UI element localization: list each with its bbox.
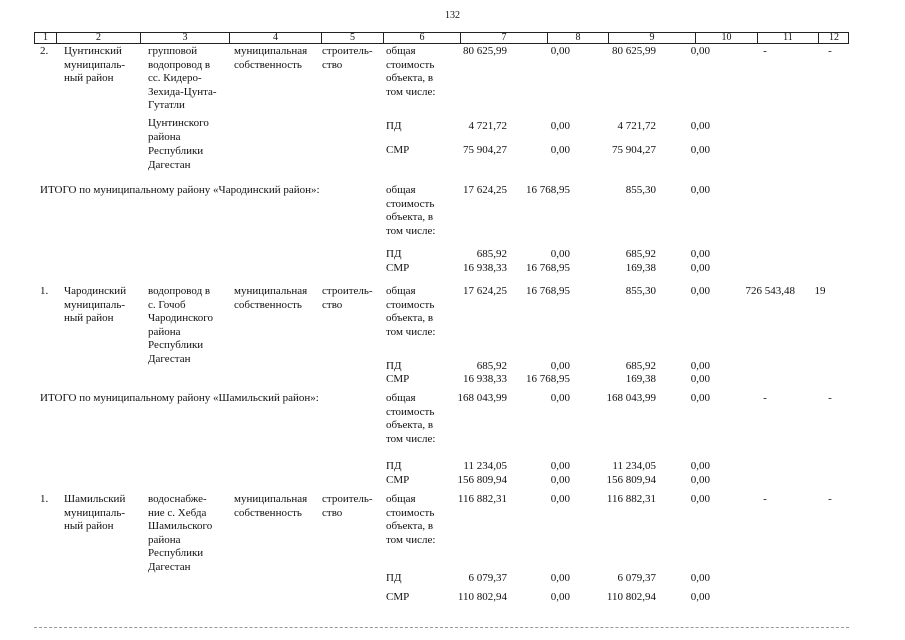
object-line: водопровод в (148, 58, 211, 71)
desc-line: общая (386, 285, 416, 297)
work-line: ство (322, 58, 343, 71)
work-line: ство (322, 506, 343, 519)
header-col-8: 8 (548, 33, 609, 43)
pd-label: ПД (386, 120, 402, 132)
total-col7: 116 882,31 (457, 493, 507, 505)
pd-col9: 4 721,72 (617, 120, 656, 132)
ownership-line: муниципальная (234, 285, 308, 297)
smr-col8: 0,00 (550, 144, 570, 156)
total-col10: 0,00 (690, 392, 710, 404)
desc-line: общая (386, 45, 416, 57)
total-col10: 0,00 (690, 493, 710, 505)
smr-col9: 169,38 (625, 262, 656, 274)
desc-line: объекта, в (386, 419, 434, 431)
total-col8: 16 768,95 (526, 285, 570, 297)
row-number: 1. (40, 493, 49, 505)
smr-col10: 0,00 (690, 144, 710, 156)
smr-col10: 0,00 (690, 262, 710, 274)
total-col12: 19 (814, 285, 826, 297)
desc-line: объекта, в (386, 520, 434, 532)
header-col-4: 4 (230, 33, 322, 43)
smr-col9: 75 904,27 (612, 144, 656, 156)
ownership-line: собственность (234, 298, 302, 311)
pd-col9: 685,92 (625, 248, 656, 260)
pd-col10: 0,00 (690, 460, 710, 472)
header-col-10: 10 (696, 33, 758, 43)
ownership-line: муниципальная (234, 493, 308, 505)
district-line: муниципаль- (64, 58, 126, 71)
pd-col7: 685,92 (476, 360, 507, 372)
header-col-12: 12 (829, 32, 839, 43)
work-line: ство (322, 298, 343, 311)
pd-col9: 685,92 (625, 360, 656, 372)
smr-col9: 169,38 (625, 373, 656, 385)
total-col7: 168 043,99 (457, 392, 507, 404)
object-line: Республики (148, 145, 204, 157)
object-line: водопровод в (148, 285, 211, 297)
desc-line: стоимость (386, 298, 435, 311)
work-line: строитель- (322, 45, 373, 57)
object-line: ние с. Хебда (148, 506, 207, 519)
header-col-1: 1 (35, 33, 57, 43)
total-col9: 168 043,99 (606, 392, 656, 404)
pd-col8: 0,00 (550, 120, 570, 132)
pd-col7: 685,92 (476, 248, 507, 260)
smr-col8: 16 768,95 (526, 373, 570, 385)
desc-line: том числе: (386, 325, 436, 338)
district-line: муниципаль- (64, 298, 126, 311)
pd-col7: 4 721,72 (468, 120, 507, 132)
pd-label: ПД (386, 572, 402, 584)
smr-col7: 16 938,33 (463, 373, 507, 385)
total-col7: 17 624,25 (463, 184, 507, 196)
total-col11: 726 543,48 (745, 285, 795, 297)
district-line: ный район (64, 312, 114, 324)
object-line: Республики (148, 547, 204, 559)
work-line: строитель- (322, 285, 373, 297)
ownership-line: муниципальная (234, 45, 308, 57)
object-line: Гутатли (148, 99, 185, 111)
total-col9: 855,30 (625, 184, 656, 196)
total-col10: 0,00 (690, 184, 710, 196)
pd-col8: 0,00 (550, 248, 570, 260)
header-col-2: 2 (57, 33, 141, 43)
object-line: с. Гочоб (148, 298, 186, 311)
pd-col10: 0,00 (690, 120, 710, 132)
pd-col8: 0,00 (550, 572, 570, 584)
desc-line: объекта, в (386, 211, 434, 223)
desc-line: общая (386, 184, 416, 196)
desc-line: стоимость (386, 58, 435, 71)
district-line: ный район (64, 520, 114, 532)
desc-line: объекта, в (386, 312, 434, 324)
pd-label: ПД (386, 460, 402, 472)
page-number: 132 (445, 10, 460, 21)
header-col-11: 11 (758, 33, 819, 43)
pd-col10: 0,00 (690, 248, 710, 260)
page-bottom-rule (34, 627, 849, 628)
total-col9: 855,30 (625, 285, 656, 297)
object-line: Дагестан (148, 560, 191, 573)
smr-col8: 0,00 (550, 474, 570, 486)
itogo-label: ИТОГО по муниципальному району «Шамильский район»: (40, 392, 319, 404)
pd-col9: 6 079,37 (617, 572, 656, 584)
smr-col9: 110 802,94 (606, 591, 656, 603)
total-col12: - (828, 392, 832, 404)
header-col-6: 6 (384, 33, 461, 43)
district-line: муниципаль- (64, 506, 126, 519)
total-col7: 80 625,99 (463, 45, 507, 57)
header-col-3: 3 (141, 33, 230, 43)
smr-label: СМР (386, 591, 410, 603)
total-col9: 116 882,31 (606, 493, 656, 505)
object-line: района (148, 130, 181, 143)
pd-col10: 0,00 (690, 360, 710, 372)
total-col10: 0,00 (690, 45, 710, 57)
pd-col9: 11 234,05 (612, 460, 656, 472)
pd-col8: 0,00 (550, 460, 570, 472)
row-number: 1. (40, 285, 49, 297)
pd-label: ПД (386, 248, 402, 260)
desc-line: том числе: (386, 533, 436, 546)
total-col7: 17 624,25 (463, 285, 507, 297)
district-line: Шамильский (64, 493, 126, 505)
total-col8: 0,00 (550, 45, 570, 57)
header-col-9: 9 (609, 33, 696, 43)
total-col11: - (763, 493, 767, 505)
smr-col7: 16 938,33 (463, 262, 507, 274)
desc-line: объекта, в (386, 72, 434, 84)
smr-col10: 0,00 (690, 373, 710, 385)
desc-line: том числе: (386, 224, 436, 237)
header-col-7: 7 (461, 33, 548, 43)
object-line: Республики (148, 339, 204, 351)
row-number: 2. (40, 45, 49, 57)
smr-col10: 0,00 (690, 591, 710, 603)
pd-col10: 0,00 (690, 572, 710, 584)
object-line: Цунтинского (148, 117, 209, 129)
smr-col7: 75 904,27 (463, 144, 507, 156)
district-line: Цунтинский (64, 45, 122, 57)
pd-col7: 11 234,05 (463, 460, 507, 472)
desc-line: стоимость (386, 197, 435, 210)
header-col-5: 5 (322, 33, 384, 43)
work-line: строитель- (322, 493, 373, 505)
object-line: сс. Кидеро- (148, 72, 202, 84)
smr-col8: 0,00 (550, 591, 570, 603)
total-col8: 0,00 (550, 493, 570, 505)
object-line: Зехида-Цунта- (148, 85, 217, 98)
total-col11: - (763, 45, 767, 57)
district-line: ный район (64, 72, 114, 84)
ownership-line: собственность (234, 506, 302, 519)
object-line: групповой (148, 45, 198, 57)
smr-col10: 0,00 (690, 474, 710, 486)
pd-col7: 6 079,37 (468, 572, 507, 584)
desc-line: том числе: (386, 432, 436, 445)
object-line: района (148, 325, 181, 338)
total-col12: - (828, 45, 832, 57)
desc-line: стоимость (386, 405, 435, 418)
object-line: водоснабже- (148, 493, 207, 505)
desc-line: стоимость (386, 506, 435, 519)
object-line: Чародинского (148, 312, 213, 324)
object-line: района (148, 533, 181, 546)
itogo-label: ИТОГО по муниципальному району «Чародинский район»: (40, 184, 320, 196)
smr-label: СМР (386, 474, 410, 486)
smr-col7: 110 802,94 (457, 591, 507, 603)
smr-col7: 156 809,94 (457, 474, 507, 486)
total-col8: 0,00 (550, 392, 570, 404)
total-col8: 16 768,95 (526, 184, 570, 196)
total-col9: 80 625,99 (612, 45, 656, 57)
district-line: Чародинский (64, 285, 127, 297)
pd-label: ПД (386, 360, 402, 372)
desc-line: общая (386, 493, 416, 505)
smr-col9: 156 809,94 (606, 474, 656, 486)
total-col10: 0,00 (690, 285, 710, 297)
object-line: Шамильского (148, 520, 213, 532)
smr-label: СМР (386, 262, 410, 274)
object-line: Дагестан (148, 158, 191, 171)
desc-line: том числе: (386, 85, 436, 98)
object-line: Дагестан (148, 352, 191, 365)
table-header (34, 32, 849, 44)
total-col12: - (828, 493, 832, 505)
ownership-line: собственность (234, 58, 302, 71)
smr-col8: 16 768,95 (526, 262, 570, 274)
smr-label: СМР (386, 144, 410, 156)
pd-col8: 0,00 (550, 360, 570, 372)
smr-label: СМР (386, 373, 410, 385)
total-col11: - (763, 392, 767, 404)
desc-line: общая (386, 392, 416, 404)
